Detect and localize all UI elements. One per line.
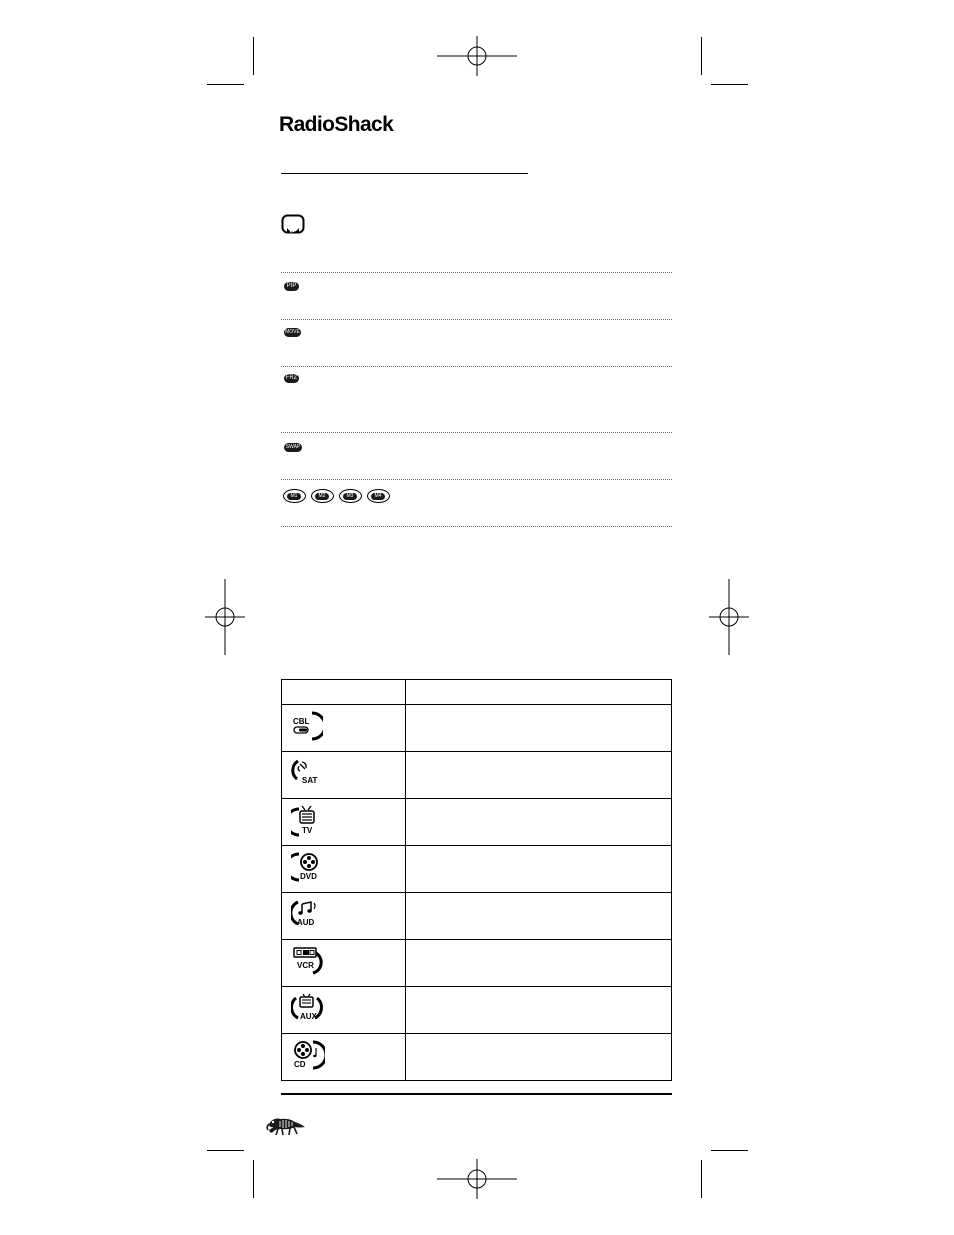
table-header-row bbox=[282, 680, 672, 705]
mode-label: DVD bbox=[300, 872, 317, 881]
macro-label: M3 bbox=[343, 493, 357, 500]
registration-mark-top bbox=[437, 36, 517, 76]
registration-mark-right bbox=[709, 579, 749, 655]
mode-label: VCR bbox=[297, 961, 314, 970]
divider bbox=[281, 366, 672, 367]
divider bbox=[281, 272, 672, 273]
play-button-icon bbox=[281, 214, 305, 236]
mode-label: AUX bbox=[300, 1012, 317, 1021]
table-row bbox=[282, 1034, 672, 1081]
audio-icon bbox=[291, 898, 325, 930]
table-row bbox=[282, 893, 672, 940]
freeze-button-icon: FRZ bbox=[285, 375, 298, 381]
table-row bbox=[282, 705, 672, 752]
brand-logo: RadioShack bbox=[279, 113, 394, 136]
vcr-icon bbox=[291, 945, 325, 977]
satellite-icon bbox=[291, 757, 323, 789]
table-row bbox=[282, 752, 672, 799]
divider bbox=[281, 479, 672, 480]
table-row bbox=[282, 799, 672, 846]
footer-rule bbox=[281, 1093, 672, 1095]
macro-button-m2-icon bbox=[311, 489, 334, 503]
table-row bbox=[282, 940, 672, 987]
mode-label: CD bbox=[294, 1060, 306, 1069]
dvd-icon bbox=[291, 851, 325, 883]
macro-button-m3-icon bbox=[339, 489, 362, 503]
chameleon-icon bbox=[265, 1114, 307, 1138]
divider bbox=[281, 526, 672, 527]
cable-icon bbox=[291, 710, 323, 742]
tv-icon bbox=[291, 804, 323, 838]
table-row bbox=[282, 846, 672, 893]
divider bbox=[281, 432, 672, 433]
device-modes-table bbox=[281, 679, 672, 1081]
mode-label: SAT bbox=[302, 776, 318, 785]
divider bbox=[281, 319, 672, 320]
pip-button-icon: PIP bbox=[284, 282, 299, 291]
macro-button-m1-icon bbox=[283, 489, 306, 503]
swap-button-icon: SWAP bbox=[285, 444, 301, 450]
macro-label: M1 bbox=[287, 493, 301, 500]
registration-mark-bottom bbox=[437, 1159, 517, 1199]
mode-label: AUD bbox=[297, 918, 315, 927]
mode-label: TV bbox=[302, 826, 313, 835]
registration-mark-left bbox=[205, 579, 245, 655]
macro-label: M2 bbox=[315, 493, 329, 500]
macro-button-m4-icon bbox=[367, 489, 390, 503]
move-button-icon: MOVE bbox=[285, 329, 300, 335]
cd-icon bbox=[291, 1039, 325, 1073]
mode-label: CBL bbox=[293, 717, 310, 726]
table-row bbox=[282, 987, 672, 1034]
aux-icon bbox=[291, 992, 325, 1024]
header-rule bbox=[281, 173, 528, 174]
macro-label: M4 bbox=[371, 493, 385, 500]
